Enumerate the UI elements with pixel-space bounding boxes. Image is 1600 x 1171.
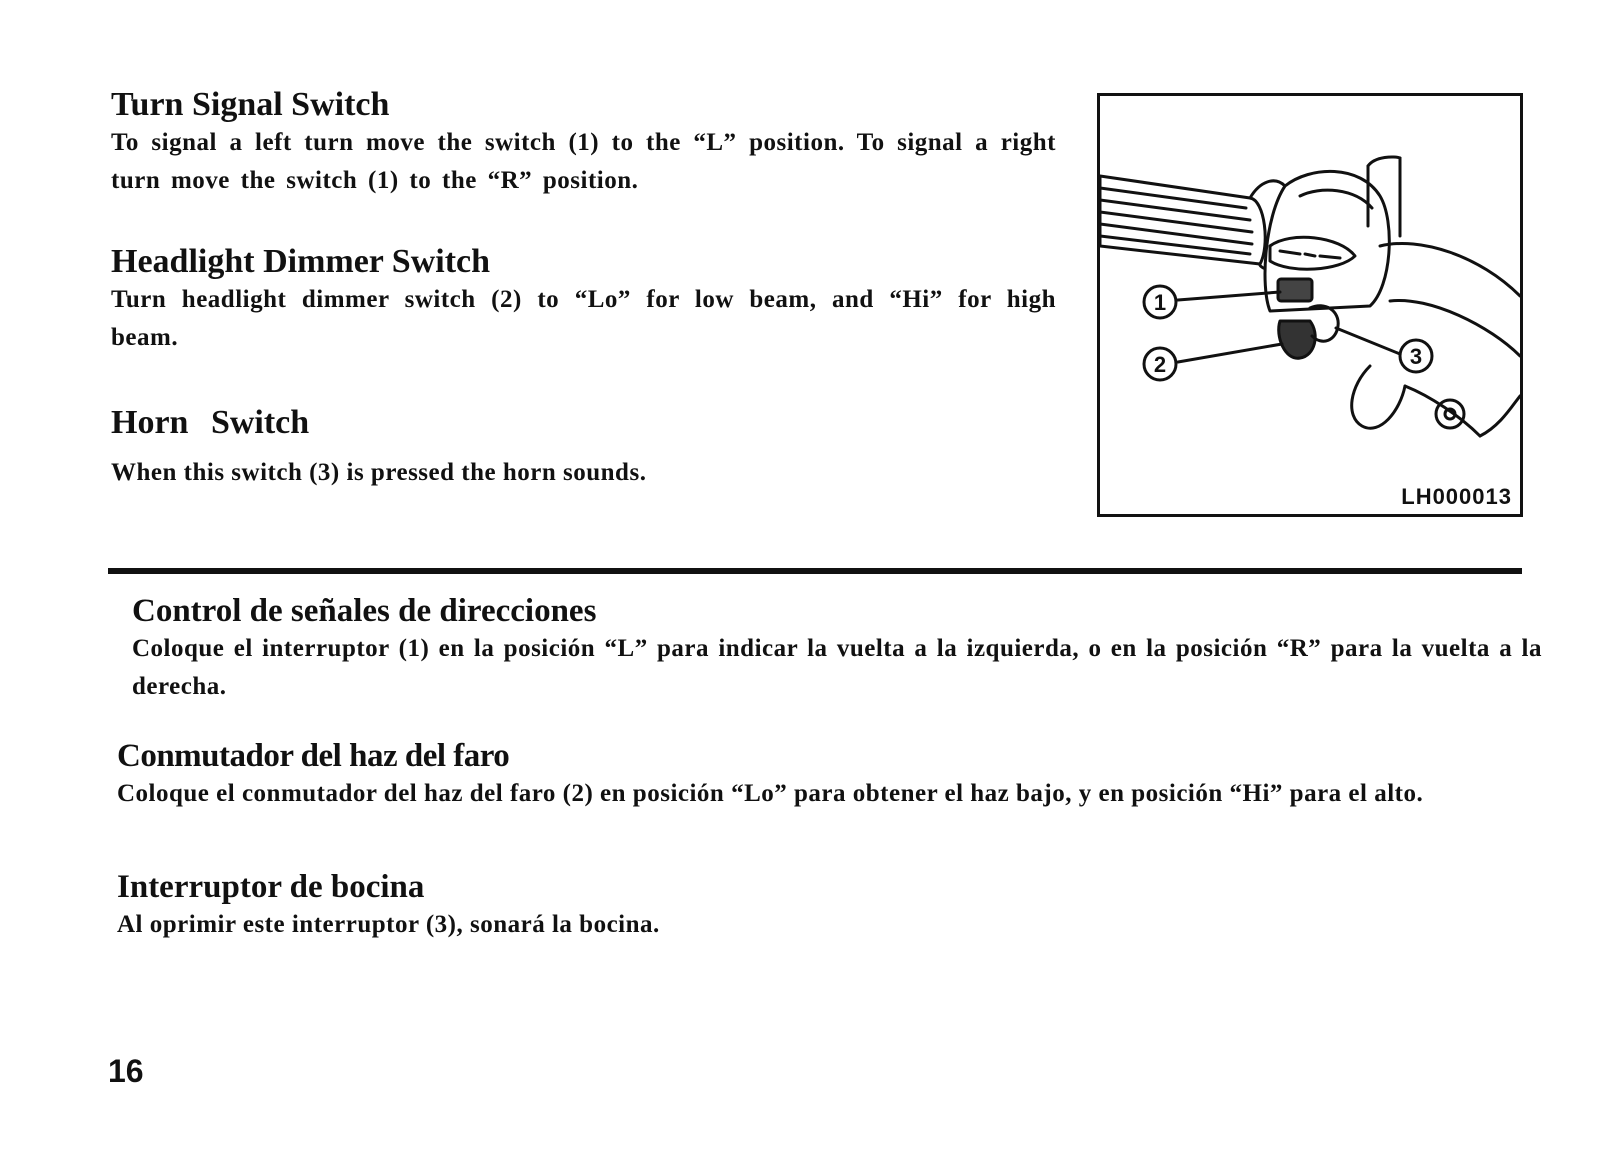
turn-signal-heading-es: Control de señales de direcciones [132, 593, 597, 629]
section-divider [108, 568, 1522, 574]
headlight-dimmer-heading: Headlight Dimmer Switch [111, 243, 491, 280]
headlight-dimmer-section-en [111, 243, 1056, 357]
figure-code: LH000013 [1401, 484, 1512, 509]
turn-signal-section-en [111, 86, 1056, 200]
turn-signal-section-es [132, 592, 1542, 706]
headlight-dimmer-heading-es: Conmutador del haz del faro [117, 738, 510, 774]
handlebar-drawing [1100, 96, 1520, 514]
handlebar-switch-illustration [1097, 93, 1523, 517]
callout-1 [1144, 286, 1176, 318]
svg-text:2: 2 [1153, 352, 1167, 377]
turn-signal-heading: Turn Signal Switch [111, 86, 390, 123]
callout-3 [1400, 340, 1432, 372]
horn-section-en [111, 404, 1056, 492]
page-number: 16 [108, 1053, 144, 1089]
callout-2 [1144, 348, 1176, 380]
headlight-dimmer-text-es: Coloque el conmutador del haz del faro (2) en posición “Lo” para obtener el haz bajo, y en posición “Hi” para el alto. [117, 780, 1424, 807]
horn-text: When this switch (3) is pressed the horn sounds. [111, 459, 647, 486]
turn-signal-text-es: Coloque el interruptor (1) en la posición “L” para indicar la vuelta a la izquierda, o en la posición “R” para la vuelta a la derecha. [132, 635, 1542, 700]
horn-heading: Horn Switch [111, 404, 310, 441]
svg-text:1: 1 [1153, 290, 1167, 315]
horn-text-es: Al oprimir este interruptor (3), sonará la bocina. [117, 911, 660, 938]
horn-section-es [117, 868, 1525, 944]
headlight-dimmer-section-es [117, 737, 1525, 813]
svg-text:3: 3 [1409, 344, 1423, 369]
headlight-dimmer-text: Turn headlight dimmer switch (2) to “Lo” for low beam, and “Hi” for high beam. [111, 286, 1056, 351]
turn-signal-text: To signal a left turn move the switch (1) to the “L” position. To signal a right turn move the switch (1) to the “R” position. [111, 129, 1056, 194]
horn-heading-es: Interruptor de bocina [117, 869, 425, 905]
